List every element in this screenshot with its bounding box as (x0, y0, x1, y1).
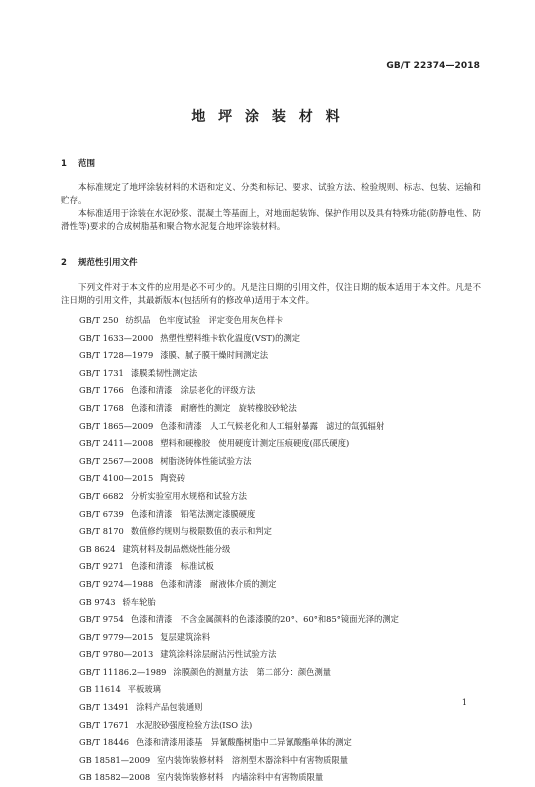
reference-code: GB/T 9780—2013 (79, 649, 154, 660)
reference-item (79, 769, 499, 787)
reference-title: 色漆和清漆 标准试板 (130, 561, 214, 572)
reference-code: GB 9743 (79, 596, 116, 607)
reference-title: 色漆和清漆 铅笔法测定漆膜硬度 (130, 508, 256, 519)
reference-code: GB/T 17671 (79, 719, 130, 730)
reference-item (79, 418, 499, 436)
reference-code: GB 18581—2009 (79, 754, 151, 765)
reference-code: GB/T 18446 (79, 737, 130, 748)
section-2-number: 2 (61, 258, 67, 268)
reference-item (79, 488, 499, 506)
section-2-heading (61, 256, 138, 268)
reference-item (79, 664, 499, 682)
reference-code: GB/T 6682 (79, 490, 124, 501)
reference-code: GB/T 1768 (79, 402, 124, 413)
reference-item (79, 453, 499, 471)
section-1-number: 1 (61, 159, 67, 169)
reference-item (79, 382, 499, 400)
reference-title: 色漆和清漆 耐液体介质的测定 (160, 578, 277, 589)
reference-title: 建筑材料及制品燃烧性能分级 (122, 543, 231, 554)
reference-code: GB/T 9754 (79, 614, 124, 625)
scope-paragraph-1: 本标准规定了地坪涂装材料的术语和定义、分类和标记、要求、试验方法、检验规则、标志、包装、运输和贮存。 (61, 183, 481, 206)
reference-code: GB/T 6739 (79, 508, 124, 519)
standard-code: GB/T 22374—2018 (386, 61, 480, 71)
reference-title: 涂料产品包装通则 (136, 702, 203, 713)
reference-item (79, 558, 499, 576)
reference-item (79, 506, 499, 524)
reference-code: GB/T 1633—2000 (79, 332, 154, 343)
reference-list (79, 312, 499, 787)
reference-title: 室内装饰装修材料 溶剂型木器涂料中有害物质限量 (157, 754, 349, 765)
reference-code: GB/T 1766 (79, 385, 124, 396)
references-intro: 下列文件对于本文件的应用是必不可少的。凡是注日期的引用文件，仅注日期的版本适用于本文件。凡是不注日期的引用文件，其最新版本(包括所有的修改单)适用于本文件。 (61, 283, 481, 306)
reference-item (79, 699, 499, 717)
reference-title: 轿车轮胎 (122, 596, 156, 607)
reference-item (79, 681, 499, 699)
reference-title: 树脂浇铸体性能试验方法 (160, 455, 252, 466)
reference-title: 室内装饰装修材料 内墙涂料中有害物质限量 (157, 772, 324, 783)
section-1-heading (61, 157, 95, 169)
section-1-title: 范围 (78, 159, 96, 169)
reference-code: GB/T 9779—2015 (79, 631, 154, 642)
reference-item (79, 717, 499, 735)
reference-title: 数值修约规则与极限数值的表示和判定 (130, 526, 272, 537)
reference-code: GB 18582—2008 (79, 772, 151, 783)
page-number: 1 (461, 698, 467, 707)
reference-code: GB/T 9271 (79, 561, 124, 572)
reference-item (79, 523, 499, 541)
reference-title: 水泥胶砂强度检验方法(ISO 法) (136, 719, 253, 730)
reference-code: GB/T 9274—1988 (79, 578, 154, 589)
reference-code: GB/T 4100—2015 (79, 473, 154, 484)
reference-title: 色漆和清漆 不含金属颜料的色漆漆膜的20°、60°和85°镜面光泽的测定 (130, 614, 399, 625)
reference-code: GB 11614 (79, 684, 121, 695)
reference-title: 建筑涂料涂层耐沾污性试验方法 (160, 649, 277, 660)
reference-item (79, 347, 499, 365)
reference-item (79, 365, 499, 383)
reference-title: 热塑性塑料维卡软化温度(VST)的测定 (160, 332, 301, 343)
reference-title: 涂膜颜色的测量方法 第二部分：颜色测量 (173, 666, 332, 677)
reference-item (79, 330, 499, 348)
reference-code: GB/T 11186.2—1989 (79, 666, 167, 677)
reference-title: 色漆和清漆 涂层老化的评级方法 (130, 385, 256, 396)
document-title: 地 坪 涂 装 材 料 (191, 109, 344, 125)
reference-code: GB/T 8170 (79, 526, 124, 537)
reference-code: GB/T 13491 (79, 702, 130, 713)
reference-title: 陶瓷砖 (160, 473, 186, 484)
reference-item (79, 611, 499, 629)
reference-code: GB/T 2567—2008 (79, 455, 154, 466)
reference-title: 纺织品 色牢度试验 评定变色用灰色样卡 (125, 315, 284, 325)
reference-title: 漆膜、腻子膜干燥时间测定法 (160, 350, 269, 361)
reference-title: 色漆和清漆 耐磨性的测定 旋转橡胶砂轮法 (130, 402, 297, 413)
reference-title: 色漆和清漆用漆基 异氰酸酯树脂中二异氰酸酯单体的测定 (136, 737, 352, 748)
reference-item (79, 312, 499, 330)
reference-code: GB/T 1728—1979 (79, 350, 154, 361)
reference-item (79, 752, 499, 770)
reference-item (79, 734, 499, 752)
reference-title: 分析实验室用水规格和试验方法 (130, 490, 247, 501)
reference-code: GB/T 2411—2008 (79, 438, 154, 449)
reference-item (79, 646, 499, 664)
reference-title: 塑料和硬橡胶 使用硬度计测定压痕硬度(邵氏硬度) (160, 438, 350, 449)
reference-code: GB/T 1865—2009 (79, 420, 154, 431)
reference-title: 复层建筑涂料 (160, 631, 211, 642)
reference-item (79, 576, 499, 594)
reference-item (79, 594, 499, 612)
reference-title: 色漆和清漆 人工气候老化和人工辐射暴露 滤过的氙弧辐射 (160, 420, 385, 431)
scope-paragraph-2: 本标准适用于涂装在水泥砂浆、混凝土等基面上，对地面起装饰、保护作用以及具有特殊功能(防静电性、防滑性等)要求的合成树脂基和聚合物水泥复合地坪涂装材料。 (61, 209, 481, 232)
reference-item (79, 400, 499, 418)
reference-item (79, 470, 499, 488)
reference-item (79, 541, 499, 559)
reference-code: GB/T 250 (79, 315, 119, 325)
section-2-title: 规范性引用文件 (78, 258, 138, 268)
reference-item (79, 435, 499, 453)
reference-title: 漆膜柔韧性测定法 (130, 367, 198, 378)
reference-title: 平板玻璃 (127, 684, 161, 695)
reference-code: GB/T 1731 (79, 367, 124, 378)
reference-code: GB 8624 (79, 543, 116, 554)
reference-item (79, 629, 499, 647)
